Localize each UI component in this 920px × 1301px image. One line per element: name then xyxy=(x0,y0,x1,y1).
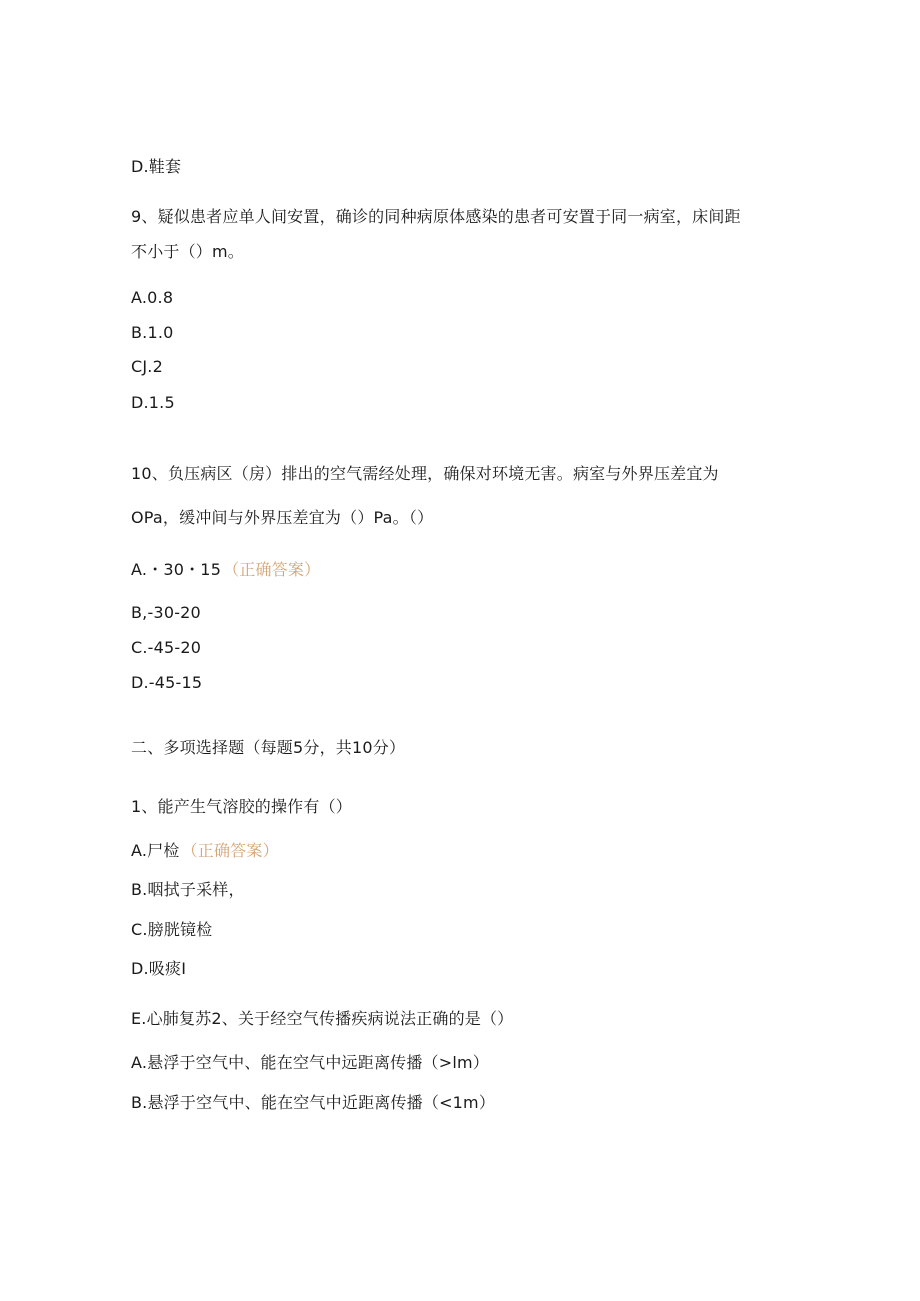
multi-option-d-q1: D.吸痰I xyxy=(131,959,187,978)
question-10-line-1: 10、负压病区（房）排出的空气需经处理，确保对环境无害。病室与外界压差宜为 xyxy=(131,464,719,483)
option-b-q10: B,-30-20 xyxy=(131,603,201,622)
multi-question-1: 1、能产生气溶胶的操作有（） xyxy=(131,797,352,816)
correct-answer-tag: （正确答案） xyxy=(181,841,279,860)
option-b-q9: B.1.0 xyxy=(131,323,174,342)
option-d-q10: D.-45-15 xyxy=(131,673,203,692)
section-heading-multi-choice: 二、多项选择题（每题5分，共10分） xyxy=(131,738,406,757)
multi-option-b-q2: B.悬浮于空气中、能在空气中近距离传播（<1m） xyxy=(131,1093,496,1112)
correct-answer-tag: （正确答案） xyxy=(223,560,321,579)
question-9-line-2: 不小于（）m。 xyxy=(131,242,244,261)
option-a-q10 xyxy=(131,560,320,580)
multi-option-a-q2: A.悬浮于空气中、能在空气中远距离传播（>lm） xyxy=(131,1053,489,1072)
option-d-q8: D.鞋套 xyxy=(131,157,182,176)
option-c-q10: C.-45-20 xyxy=(131,638,202,657)
multi-option-e-q1-and-question-2: E.心肺复苏2、关于经空气传播疾病说法正确的是（） xyxy=(131,1009,514,1028)
multi-option-a-q1-text: A.尸检 xyxy=(131,841,180,860)
multi-option-a-q1 xyxy=(131,841,279,861)
question-10-line-2: OPa，缓冲间与外界压差宜为（）Pa。（） xyxy=(131,508,434,527)
question-9-line-1: 9、疑似患者应单人间安置，确诊的同种病原体感染的患者可安置于同一病室，床间距 xyxy=(131,207,741,226)
multi-option-b-q1: B.咽拭子采样， xyxy=(131,880,245,899)
option-d-q9: D.1.5 xyxy=(131,393,175,412)
option-a-q10-text: A.・30・15 xyxy=(131,560,222,579)
option-c-q9: CJ.2 xyxy=(131,357,163,376)
multi-option-c-q1: C.膀胱镜检 xyxy=(131,920,213,939)
option-a-q9: A.0.8 xyxy=(131,288,174,307)
